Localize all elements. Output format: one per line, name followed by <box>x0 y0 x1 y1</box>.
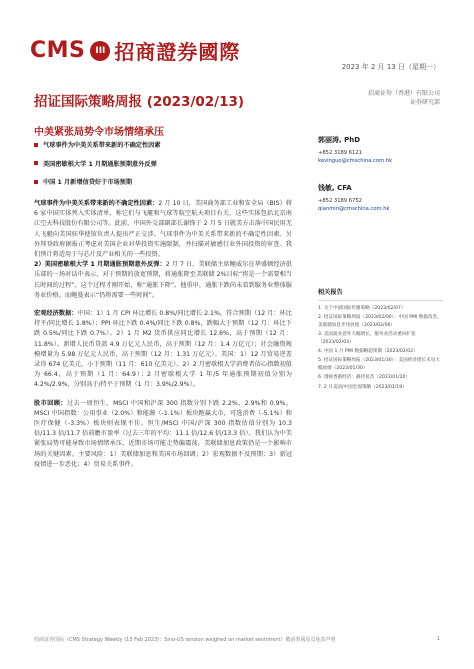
related-reports <box>318 287 443 391</box>
paragraph-text: 中国：1）1 月 CPI 环比增长 0.8%/同比增长 2.1%，符合预期（12 月：环比持平/同比增长 1.8%）；PPI 环比下跌 0.4%/同比下跌 0.8%，跌幅大于预期（12 月：环比下跌 0.5%/同比下跌 0.7%）。2）1 月 M2 货币供应同比增长 12.6%，高于预期（12 月：11.8%），新增人民币贷款 4.9 万亿元人民币，高于预期（12 月：1.4 万亿元）；社会融资规模增量为 5.98 万亿元人民币，高于预期（12 月：1.31 万亿元）。美国：1）12 月贸易逆差录得 674 亿美元，小于预期（11 月：610 亿美元）。2）2 月密歇根大学消费者信心指数初值为 66.4，高于预期（1 月：64.9）；2 月密歇根大学 1 年/5 年通胀预期初值分别为 4.2%/2.9%，分别高于/持平于预期（1 月：3.9%/2.9%）。 <box>34 310 292 389</box>
bullet-square-icon <box>34 143 38 147</box>
analyst-card <box>318 183 443 213</box>
key-point-text: 美国密歇根大学 1 月期通胀预期意外反弹 <box>43 160 157 168</box>
related-report-item[interactable]: 1. 关于中国国际传播策略（2023/02/07） <box>318 306 406 311</box>
related-report-item[interactable]: 7. 2 月美国/中国宏观策略（2023/01/19） <box>318 384 407 390</box>
paragraph-inflation <box>34 260 292 301</box>
department-line-1: 招商证券（香港）有限公司 <box>367 90 440 97</box>
paragraph-lead: 2）美国密歇根大学 1 月期通胀预期意外反弹： <box>34 261 166 269</box>
key-point <box>34 140 304 149</box>
paragraph-macro-data <box>34 309 292 391</box>
page-number: 1 <box>436 636 440 642</box>
logo-emblem-icon: III <box>90 41 110 61</box>
related-reports-title: 相关报告 <box>318 287 443 301</box>
analyst-phone: +852 3189 6752 <box>318 198 362 204</box>
analyst-phone: +852 3189 6121 <box>318 150 362 156</box>
related-report-item[interactable]: 4. 中国 1 月 PMI 数据略超预期（2023/02/02） <box>318 349 418 355</box>
related-report-item[interactable]: 6. 透视香港经济：静待复苏（2023/01/20） <box>318 375 411 381</box>
sidebar <box>318 135 443 393</box>
bullet-square-icon <box>34 161 38 165</box>
paragraph-text: 过去一周恒生、MSCI 中国和沪深 300 指数分别下跌 2.2%、2.9%和 0.9%。MSCI 中国指数：公用事业（2.0%）和能源（-1.1%）板块跑赢大市，可选消费（-5.1%）和医疗保健（-3.3%）板块则表现不佳。恒生/MSCI 中国/沪深 300 指数估值分别为 10.3 倍/11.3 倍/11.7 倍前瞻市盈率（过去三年的平均：11.1 倍/12.6 倍/13.3 倍）。我们认为中美紧张局势可能导致市场情绪承压，近期市场可能走势偏震荡。美联储加息政策仍是一个影响市场的关键因素。主要风险：1）美联储加息和美国市场回调；2）宏观数据不及预期；3）新冠疫情进一步恶化；4）贸易关系事件。 <box>34 399 293 468</box>
logo-cms-text: CMS <box>30 38 86 63</box>
page-footer <box>34 636 440 643</box>
report-header <box>0 0 474 84</box>
logo-chinese-name: 招商證券國際 <box>114 40 241 64</box>
key-point <box>34 177 304 186</box>
paragraph-lead: 股市回顾： <box>34 399 67 407</box>
footer-disclaimer: 招商证券国际（CMS Strategy Weekly (13 Feb 2023)：Sino-US tension weighed on market sentiment）敬请参阅尾页免责声明 <box>34 637 336 643</box>
analyst-email[interactable]: kevinguo@cmschina.com.hk <box>318 158 393 164</box>
department-info <box>368 89 440 107</box>
analyst-name: 郭丽涛, PhD <box>318 136 361 144</box>
report-date: 2023 年 2 月 13 日（星期一） <box>341 63 440 71</box>
report-title: 招证国际策略周报 (2023/02/13) <box>34 94 245 110</box>
key-point-text: 气球事件为中美关系带来新的不确定性因素 <box>43 142 161 149</box>
paragraph-lead: 宏观经济数据： <box>34 310 78 318</box>
paragraph-market-review <box>34 399 292 470</box>
related-report-item[interactable]: 3. 美国就业意外大幅增长，服务业活动重回扩张（2023/02/03） <box>318 332 416 345</box>
paragraph-text: 2 月 7 日，美联储主席鲍威尔在华盛顿经济俱乐部的一场对话中表示，对于预期的放宽预期，将通胀降至美联储 2%目标“将是一个需要相当长时间的过程”。这个过程才刚开始，称“通胀下降”。他重申，通胀下跌尚未看到服务业整体服务业价格。而鲍曼表示“仍将需要一些时间”。 <box>34 261 292 299</box>
company-logo <box>30 36 240 65</box>
analyst-name: 钱敏, CFA <box>318 184 352 192</box>
related-report-item[interactable]: 5. 招证国际策略周报（2023/01/30）：美国经济增长未见大幅放缓（2023/01/30） <box>318 358 440 371</box>
department-line-2: 证券研究部 <box>409 99 440 106</box>
report-subtitle: 中美紧张局势令市场情绪承压 <box>34 127 164 138</box>
key-point <box>34 159 304 168</box>
analyst-email[interactable]: qianmin@cmschina.com.hk <box>318 206 390 212</box>
paragraph-text: 2 月 10 日，美国商务部工业和安全局（BIS）将 6 家中国实体列入实体清单，称它们与飞艇和气球等航空航天项目有关。这些实体包括北京南江空天科技股份有限公司等。此前，中国外交部副部长谢锋于 2 月 5 日就美方击落中国民用无人飞艇向美国驻华使馆负责人提出严正交涉。气球事件为中美关系带来新的不确定性因素。另外拜登政府据报正考虑对美国企业对华投资实施限制，并扫描对敏感行业外国投资的审查。我们预计将适用于与芯片及产业相关的一些投资。 <box>34 200 292 259</box>
report-body <box>34 199 292 470</box>
related-report-item[interactable]: 2. 招证国际策略周报（2023/02/06）：中国 PMI 数据改善，美联储加息步伐放缓（2023/02/06） <box>318 315 442 328</box>
key-point-text: 中国 1 月新增信贷好于市场预期 <box>43 179 133 186</box>
analyst-card <box>318 135 443 165</box>
bullet-square-icon <box>34 180 38 184</box>
key-points-list <box>34 140 304 196</box>
paragraph-balloon <box>34 199 292 260</box>
paragraph-lead: 气球事件为中美关系带来新的不确定性因素： <box>34 200 159 207</box>
